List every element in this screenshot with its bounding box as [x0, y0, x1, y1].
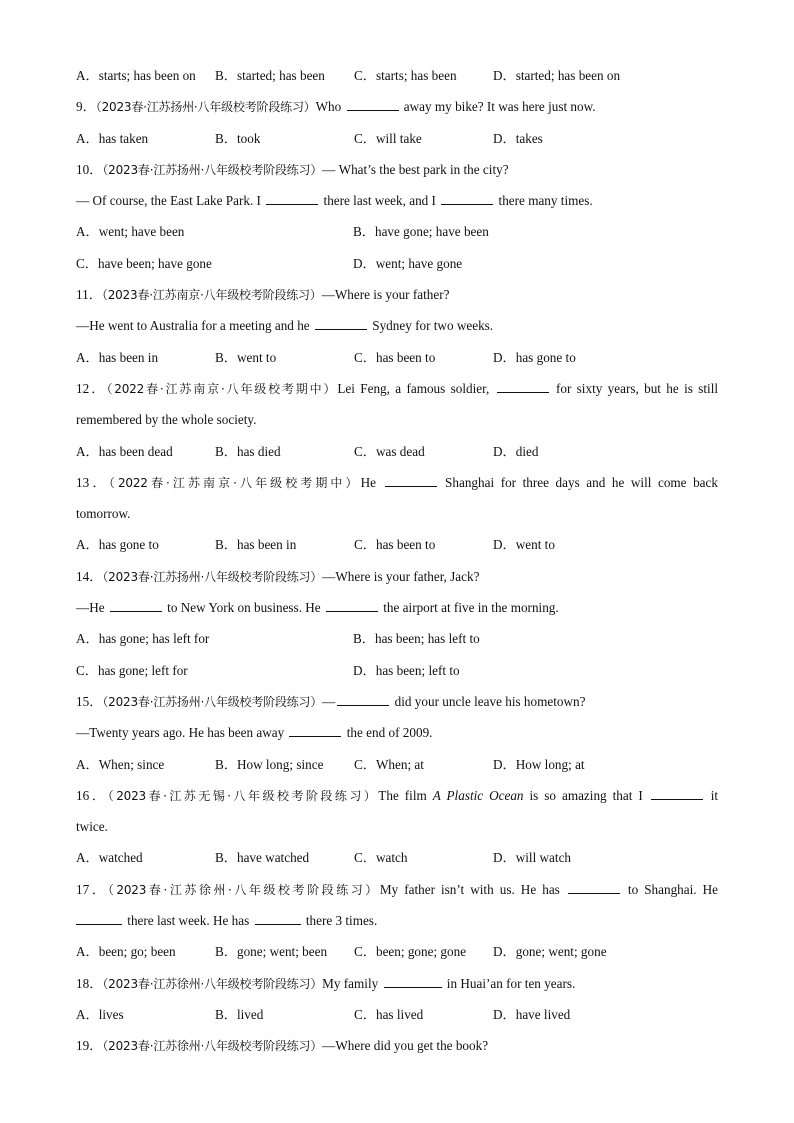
- option-text: have gone; have been: [374, 224, 489, 240]
- question-number: 11．: [76, 287, 102, 303]
- q18-option-b[interactable]: [215, 999, 354, 1030]
- q18-options: [76, 999, 718, 1030]
- q10-dialog: [76, 185, 718, 216]
- option-text: has been in: [98, 349, 159, 365]
- option-letter: C．: [354, 1006, 376, 1022]
- option-letter: C．: [354, 756, 376, 772]
- question-text: it: [704, 787, 719, 803]
- option-letter: A．: [76, 130, 99, 146]
- q13-stem: [76, 467, 718, 498]
- q11-stem: [76, 279, 718, 310]
- question-text: remembered by the whole society.: [76, 412, 257, 428]
- q15-option-d[interactable]: [493, 749, 585, 780]
- question-text: there 3 times.: [302, 913, 378, 929]
- q14-option-c[interactable]: [76, 655, 353, 686]
- question-text: —Where did you get the book?: [322, 1038, 489, 1054]
- q16-option-c[interactable]: [354, 842, 493, 873]
- question-number: 14．: [76, 568, 103, 584]
- q9-option-d[interactable]: [493, 123, 543, 154]
- q15-options: [76, 749, 718, 780]
- option-letter: A．: [76, 1006, 99, 1022]
- question-number: 13．: [76, 474, 109, 490]
- option-text: How long; since: [236, 756, 324, 772]
- question-text: there last week. He has: [124, 913, 253, 929]
- option-letter: C．: [354, 944, 376, 960]
- question-text: to New York on business. He: [163, 600, 324, 616]
- q14-option-a[interactable]: [76, 623, 353, 654]
- option-text: have lived: [515, 1006, 571, 1022]
- option-letter: C．: [354, 130, 376, 146]
- q11-option-a[interactable]: [76, 342, 215, 373]
- q17-options: [76, 936, 718, 967]
- q11-dialog: [76, 310, 718, 341]
- question-text: —Where is your father?: [321, 287, 450, 303]
- option-letter: B．: [215, 349, 237, 365]
- option-letter: C．: [76, 662, 98, 678]
- question-number: 19．: [76, 1038, 103, 1054]
- answer-blank[interactable]: [651, 787, 703, 800]
- question-text: My family: [322, 975, 382, 991]
- option-letter: B．: [215, 944, 237, 960]
- option-text: went to: [515, 537, 555, 553]
- option-letter: D．: [353, 255, 376, 271]
- q15-option-b[interactable]: [215, 749, 354, 780]
- question-text: He: [360, 474, 383, 490]
- q18-option-d[interactable]: [493, 999, 570, 1030]
- question-text: the end of 2009.: [343, 725, 433, 741]
- option-letter: A．: [76, 68, 99, 83]
- question-text: — What’s the best park in the city?: [322, 161, 509, 177]
- option-text: starts; has been: [375, 68, 457, 83]
- q19-stem: [76, 1030, 718, 1061]
- answer-blank[interactable]: [110, 599, 162, 612]
- q14-option-b[interactable]: [353, 623, 630, 654]
- q16-stem-cont: [76, 811, 718, 842]
- option-letter: B．: [215, 68, 237, 83]
- question-text: there last week, and I: [320, 193, 440, 209]
- q12-stem-cont: [76, 404, 718, 435]
- question-text: there many times.: [495, 193, 593, 209]
- q11-option-b[interactable]: [215, 342, 354, 373]
- q8-option-d[interactable]: [493, 60, 620, 91]
- option-text: has been dead: [98, 443, 173, 459]
- option-text: gone; went; gone: [515, 944, 607, 960]
- option-letter: D．: [493, 68, 516, 83]
- option-letter: C．: [354, 850, 376, 866]
- option-letter: D．: [493, 537, 516, 553]
- q16-option-b[interactable]: [215, 842, 354, 873]
- question-text: to Shanghai. He: [621, 881, 719, 897]
- option-letter: B．: [215, 850, 237, 866]
- question-number: 10．: [76, 161, 103, 177]
- question-number: 18．: [76, 975, 103, 991]
- q17-option-b[interactable]: [215, 936, 354, 967]
- option-letter: A．: [76, 443, 99, 459]
- option-letter: D．: [493, 349, 516, 365]
- question-source: （2023春·江苏徐州·八年级校考阶段练习）: [102, 976, 323, 991]
- question-text: for sixty years, but he is still: [550, 380, 719, 396]
- option-text: How long; at: [515, 756, 585, 772]
- option-text: will take: [375, 130, 422, 146]
- q9-options: [76, 123, 718, 154]
- option-text: went; have gone: [375, 255, 463, 271]
- q9-stem: [76, 91, 718, 122]
- question-source: （2023春·江苏无锡·八年级校考阶段练习）: [107, 788, 379, 803]
- q14-options-row2: [76, 655, 718, 686]
- q14-dialog: [76, 592, 718, 623]
- option-letter: D．: [493, 850, 516, 866]
- option-letter: B．: [353, 631, 375, 647]
- q12-option-d[interactable]: [493, 436, 538, 467]
- q10-option-b[interactable]: [353, 216, 630, 247]
- answer-blank[interactable]: [441, 192, 493, 205]
- option-text: has gone to: [98, 537, 159, 553]
- question-source: （2022春·江苏南京·八年级校考期中）: [108, 475, 361, 490]
- q13-option-c[interactable]: [354, 529, 493, 560]
- option-letter: B．: [353, 224, 375, 240]
- question-text: is so amazing that I: [523, 787, 649, 803]
- q15-dialog: [76, 717, 718, 748]
- question-text: Who: [315, 99, 345, 115]
- answer-blank[interactable]: [326, 599, 378, 612]
- q14-options-row1: [76, 623, 718, 654]
- option-text: been; gone; gone: [375, 944, 467, 960]
- question-text: —Where is your father, Jack?: [322, 568, 480, 584]
- q11-option-d[interactable]: [493, 342, 576, 373]
- option-letter: A．: [76, 631, 99, 647]
- q16-stem: [76, 780, 718, 811]
- option-letter: B．: [215, 756, 237, 772]
- answer-blank[interactable]: [266, 192, 318, 205]
- q10-option-c[interactable]: [76, 248, 353, 279]
- option-text: took: [236, 130, 261, 146]
- q15-stem: [76, 686, 718, 717]
- answer-blank[interactable]: [76, 912, 122, 925]
- option-text: watch: [375, 850, 408, 866]
- option-letter: A．: [76, 944, 99, 960]
- answer-blank[interactable]: [384, 975, 442, 988]
- q8-option-b[interactable]: [215, 60, 354, 91]
- option-text: have been; have gone: [97, 255, 212, 271]
- answer-blank[interactable]: [255, 912, 301, 925]
- q12-option-b[interactable]: [215, 436, 354, 467]
- answer-blank[interactable]: [385, 474, 437, 487]
- answer-blank[interactable]: [568, 881, 620, 894]
- q12-option-a[interactable]: [76, 436, 215, 467]
- q18-option-a[interactable]: [76, 999, 215, 1030]
- option-text: has been to: [375, 537, 436, 553]
- q18-stem: [76, 968, 718, 999]
- question-text: — Of course, the East Lake Park. I: [76, 193, 265, 209]
- question-text: in Huai’an for ten years.: [443, 975, 576, 991]
- q17-option-d[interactable]: [493, 936, 607, 967]
- option-text: takes: [515, 130, 543, 146]
- option-letter: B．: [215, 537, 237, 553]
- question-text: twice.: [76, 819, 108, 835]
- question-number: 9．: [76, 99, 96, 115]
- option-text: has gone to: [515, 349, 576, 365]
- question-number: 16．: [76, 787, 108, 803]
- question-text: tomorrow.: [76, 506, 131, 522]
- q13-option-b[interactable]: [215, 529, 354, 560]
- question-text: The film: [378, 787, 433, 803]
- option-text: has been in: [236, 537, 297, 553]
- question-text: away my bike? It was here just now.: [400, 99, 596, 115]
- option-text: has been; has left to: [374, 631, 480, 647]
- option-text: When; since: [98, 756, 165, 772]
- q10-option-a[interactable]: [76, 216, 353, 247]
- q14-option-d[interactable]: [353, 655, 630, 686]
- option-text: starts; has been on: [98, 68, 196, 83]
- q15-option-c[interactable]: [354, 749, 493, 780]
- q13-option-a[interactable]: [76, 529, 215, 560]
- option-text: has lived: [375, 1006, 424, 1022]
- question-number: 12．: [76, 380, 107, 396]
- option-letter: D．: [353, 662, 376, 678]
- q9-option-b[interactable]: [215, 123, 354, 154]
- option-text: has taken: [98, 130, 149, 146]
- option-text: has been; left to: [375, 662, 460, 678]
- option-letter: A．: [76, 224, 99, 240]
- option-text: started; has been on: [515, 68, 621, 83]
- option-letter: D．: [493, 944, 516, 960]
- q11-option-c[interactable]: [354, 342, 493, 373]
- option-text: died: [515, 443, 539, 459]
- q10-option-d[interactable]: [353, 248, 630, 279]
- q12-option-c[interactable]: [354, 436, 493, 467]
- question-text: —: [322, 693, 336, 709]
- q12-options: [76, 436, 718, 467]
- q15-option-a[interactable]: [76, 749, 215, 780]
- q11-options: [76, 342, 718, 373]
- question-text: Lei Feng, a famous soldier,: [337, 380, 495, 396]
- option-letter: B．: [215, 1006, 237, 1022]
- q9-option-a[interactable]: [76, 123, 215, 154]
- question-number: 17．: [76, 881, 108, 897]
- question-source: （2023春·江苏扬州·八年级校考阶段练习）: [95, 100, 316, 115]
- q9-option-c[interactable]: [354, 123, 493, 154]
- question-source: （2023春·江苏扬州·八年级校考阶段练习）: [102, 569, 323, 584]
- question-text: the airport at five in the morning.: [379, 600, 559, 616]
- option-text: was dead: [375, 443, 425, 459]
- option-letter: C．: [354, 68, 376, 83]
- q13-stem-cont: [76, 498, 718, 529]
- q17-option-a[interactable]: [76, 936, 215, 967]
- question-source: （2023春·江苏扬州·八年级校考阶段练习）: [102, 162, 323, 177]
- q8-option-a[interactable]: [76, 60, 215, 91]
- question-text: did your uncle leave his hometown?: [391, 693, 586, 709]
- option-text: has gone; left for: [97, 662, 188, 678]
- film-title: A Plastic Ocean: [432, 787, 524, 803]
- option-text: gone; went; been: [236, 944, 328, 960]
- question-text: —He went to Australia for a meeting and he: [76, 318, 313, 334]
- option-text: watched: [98, 850, 143, 866]
- answer-blank[interactable]: [347, 98, 399, 111]
- question-source: （2023春·江苏南京·八年级校考阶段练习）: [101, 288, 322, 303]
- q10-options-row2: [76, 248, 718, 279]
- option-letter: A．: [76, 349, 99, 365]
- q18-option-c[interactable]: [354, 999, 493, 1030]
- option-text: went to: [236, 349, 277, 365]
- q13-options: [76, 529, 718, 560]
- option-letter: D．: [493, 756, 516, 772]
- q14-stem: [76, 561, 718, 592]
- option-text: started; has been: [236, 68, 325, 83]
- option-letter: C．: [354, 537, 376, 553]
- option-letter: D．: [493, 443, 516, 459]
- q10-stem: [76, 154, 718, 185]
- option-text: lived: [236, 1006, 264, 1022]
- option-letter: A．: [76, 850, 99, 866]
- option-text: have watched: [236, 850, 310, 866]
- question-source: （2023春·江苏扬州·八年级校考阶段练习）: [102, 694, 323, 709]
- option-text: has died: [236, 443, 281, 459]
- option-letter: A．: [76, 756, 99, 772]
- answer-blank[interactable]: [289, 724, 341, 737]
- option-letter: A．: [76, 537, 99, 553]
- option-letter: D．: [493, 1006, 516, 1022]
- q8-options: [76, 60, 718, 91]
- question-text: —Twenty years ago. He has been away: [76, 725, 288, 741]
- question-number: 15．: [76, 693, 103, 709]
- question-source: （2022春·江苏南京·八年级校考期中）: [106, 381, 338, 396]
- question-text: My father isn’t with us. He has: [379, 881, 566, 897]
- question-text: Sydney for two weeks.: [368, 318, 494, 334]
- option-text: has been to: [375, 349, 436, 365]
- q16-option-d[interactable]: [493, 842, 571, 873]
- question-source: （2023春·江苏徐州·八年级校考阶段练习）: [107, 882, 380, 897]
- q13-option-d[interactable]: [493, 529, 555, 560]
- option-letter: C．: [76, 255, 98, 271]
- option-text: lives: [98, 1006, 124, 1022]
- option-text: has gone; has left for: [98, 631, 210, 647]
- option-letter: B．: [215, 443, 237, 459]
- option-letter: D．: [493, 130, 516, 146]
- answer-blank[interactable]: [315, 317, 367, 330]
- question-source: （2023春·江苏徐州·八年级校考阶段练习）: [102, 1039, 323, 1054]
- question-text: —He: [76, 600, 108, 616]
- option-text: been; go; been: [98, 944, 176, 960]
- option-text: When; at: [375, 756, 424, 772]
- q12-stem: [76, 373, 718, 404]
- q17-option-c[interactable]: [354, 936, 493, 967]
- worksheet-page: [76, 60, 718, 1062]
- answer-blank[interactable]: [497, 380, 549, 393]
- q16-option-a[interactable]: [76, 842, 215, 873]
- option-text: will watch: [515, 850, 572, 866]
- q17-stem: [76, 874, 718, 905]
- q10-options-row1: [76, 216, 718, 247]
- q8-option-c[interactable]: [354, 60, 493, 91]
- option-letter: C．: [354, 443, 376, 459]
- question-text: Shanghai for three days and he will come back: [438, 474, 718, 490]
- q17-stem-cont: [76, 905, 718, 936]
- option-letter: C．: [354, 349, 376, 365]
- q16-options: [76, 842, 718, 873]
- option-text: went; have been: [98, 224, 185, 240]
- answer-blank[interactable]: [337, 693, 389, 706]
- option-letter: B．: [215, 130, 237, 146]
